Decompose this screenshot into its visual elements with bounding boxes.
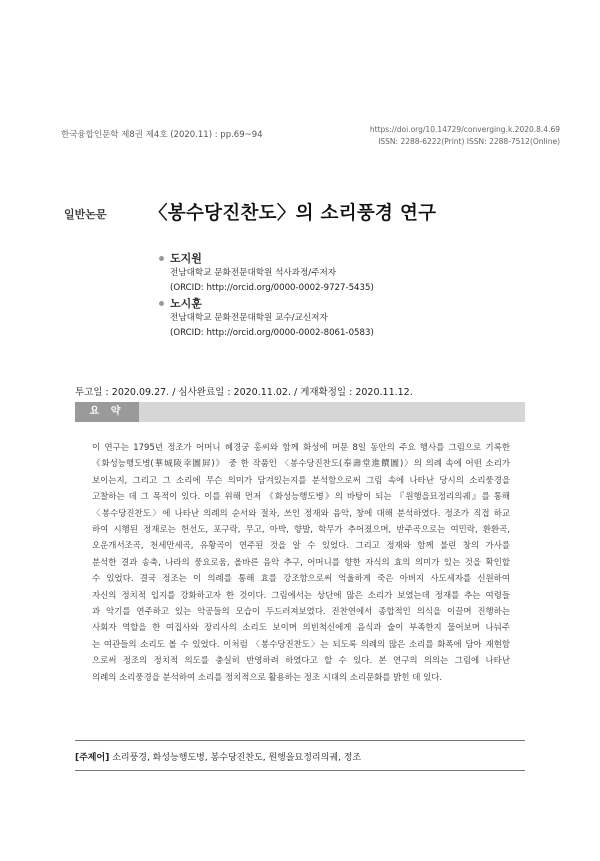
abstract-line: 사회자 역할을 한 여집사와 장리사의 소리도 보이며 의빈척신에게 음식과 술이 부족한지 물어보며 나눠주 bbox=[92, 622, 510, 633]
author-1-orcid[interactable]: (ORCID: http://orcid.org/0000-0002-9727-5435) bbox=[170, 283, 374, 293]
abstract-line: 〈봉수당진찬도〉에 나타난 의례의 순서와 절차, 쓰인 정재와 음악, 창에 대해 분석하였다. 정조가 직접 하교 bbox=[92, 507, 510, 518]
author-1-name: 도지원 bbox=[170, 251, 374, 266]
keywords bbox=[75, 750, 361, 763]
doi-link[interactable]: https://doi.org/10.14729/converging.k.2020.8.4.69 bbox=[369, 125, 560, 134]
abstract-header-bar bbox=[75, 402, 525, 422]
author-2-orcid[interactable]: (ORCID: http://orcid.org/0000-0002-8061-0583) bbox=[170, 328, 374, 338]
issn-text: ISSN: 2288-6222(Print) ISSN: 2288-7512(Online) bbox=[378, 137, 560, 146]
abstract-line: 으로써 정조의 정치적 의도를 충실히 반영하려 하였다고 할 수 있다. 본 연구의 의의는 그림에 나타난 bbox=[92, 655, 510, 666]
abstract-line: 보이는지, 그리고 그 소리에 무슨 의미가 담겨있는지를 분석함으로써 그림 속에 나타난 당시의 소리풍경을 bbox=[92, 474, 510, 485]
abstract-bottom-rule bbox=[75, 740, 525, 741]
abstract-line: 수 있었다. 결국 정조는 이 의례를 통해 효를 강조함으로써 억울하게 죽은 아버지 사도세자를 신원하여 bbox=[92, 573, 510, 584]
article-title: 〈봉수당진찬도〉의 소리풍경 연구 bbox=[149, 203, 437, 224]
keywords-text: 소리풍경, 화성능행도병, 봉수당진찬도, 원행을묘정리의궤, 정조 bbox=[112, 753, 362, 763]
author-2-affiliation: 전남대학교 문화전문대학원 교수/교신저자 bbox=[170, 313, 328, 323]
abstract-line: 이 연구는 1795년 정조가 어머니 혜경궁 홍씨와 함께 화성에 머문 8일 동안의 주요 행사를 그림으로 기록한 bbox=[92, 442, 510, 452]
header-journal: 한국융합인문학 제8권 제4호 (2020.11) : pp.69~94 bbox=[61, 130, 263, 140]
submission-dates: 투고일 : 2020.09.27. / 심사완료일 : 2020.11.02. / 게재확정일 : 2020.11.12. bbox=[75, 387, 413, 398]
abstract-line: 오운개서조곡, 천세만세곡, 유황곡이 연주된 것을 알 수 있었다. 그리고 정재와 함께 불린 창의 가사를 bbox=[92, 540, 510, 551]
abstract-line: 의례의 소리풍경을 분석하여 소리를 정치적으로 활용하는 정조 시대의 소리문화를 밝힌 데 있다. bbox=[92, 671, 443, 682]
abstract-label: 요 약 bbox=[75, 402, 139, 422]
article-category: 일반논문 bbox=[64, 208, 107, 221]
header-doi-block bbox=[370, 124, 560, 148]
author-1 bbox=[170, 251, 374, 296]
author-2-name: 노시훈 bbox=[170, 296, 374, 311]
abstract-line: 는 여관들의 소리도 볼 수 있었다. 이처럼 〈봉수당진찬도〉는 되도록 의례의 많은 소리를 화폭에 담아 재현함 bbox=[92, 638, 510, 649]
abstract-line: 《화성능행도병(華城陵幸圖屛)》 중 한 작품인 〈봉수당진찬도(奉壽堂進饌圖)〉의 의례 속에 어떤 소리가 bbox=[92, 458, 510, 469]
abstract-line: 하여 시행된 정재로는 헌선도, 포구락, 무고, 아박, 향발, 학무가 추어졌으며, 반주곡으로는 여민락, 환환곡, bbox=[92, 524, 510, 535]
author-2 bbox=[170, 296, 374, 341]
keywords-label: [주제어] bbox=[75, 753, 110, 763]
keywords-bottom-rule bbox=[75, 770, 525, 771]
author-1-affiliation: 전남대학교 문화전문대학원 석사과정/주저자 bbox=[170, 268, 337, 278]
abstract-line: 자신의 정치적 입지를 강화하고자 한 것이다. 그림에서는 상단에 많은 소리가 보였는데 정재를 추는 여령들 bbox=[92, 589, 510, 600]
abstract-body bbox=[92, 439, 510, 685]
abstract-line: 분석한 결과 송축, 나라의 풍요로움, 올바른 음악 추구, 어머니를 향한 자식의 효의 의미가 있는 것을 확인할 bbox=[92, 556, 510, 567]
abstract-line: 과 악기를 연주하고 있는 악공들의 모습이 두드러져보였다. 진찬연에서 종합적인 의식을 이끌며 진행하는 bbox=[92, 606, 510, 617]
abstract-line: 고찰하는 데 그 목적이 있다. 이를 위해 먼저 《화성능행도병》의 바탕이 되는 『원행을묘정리의궤』를 통해 bbox=[92, 491, 510, 502]
